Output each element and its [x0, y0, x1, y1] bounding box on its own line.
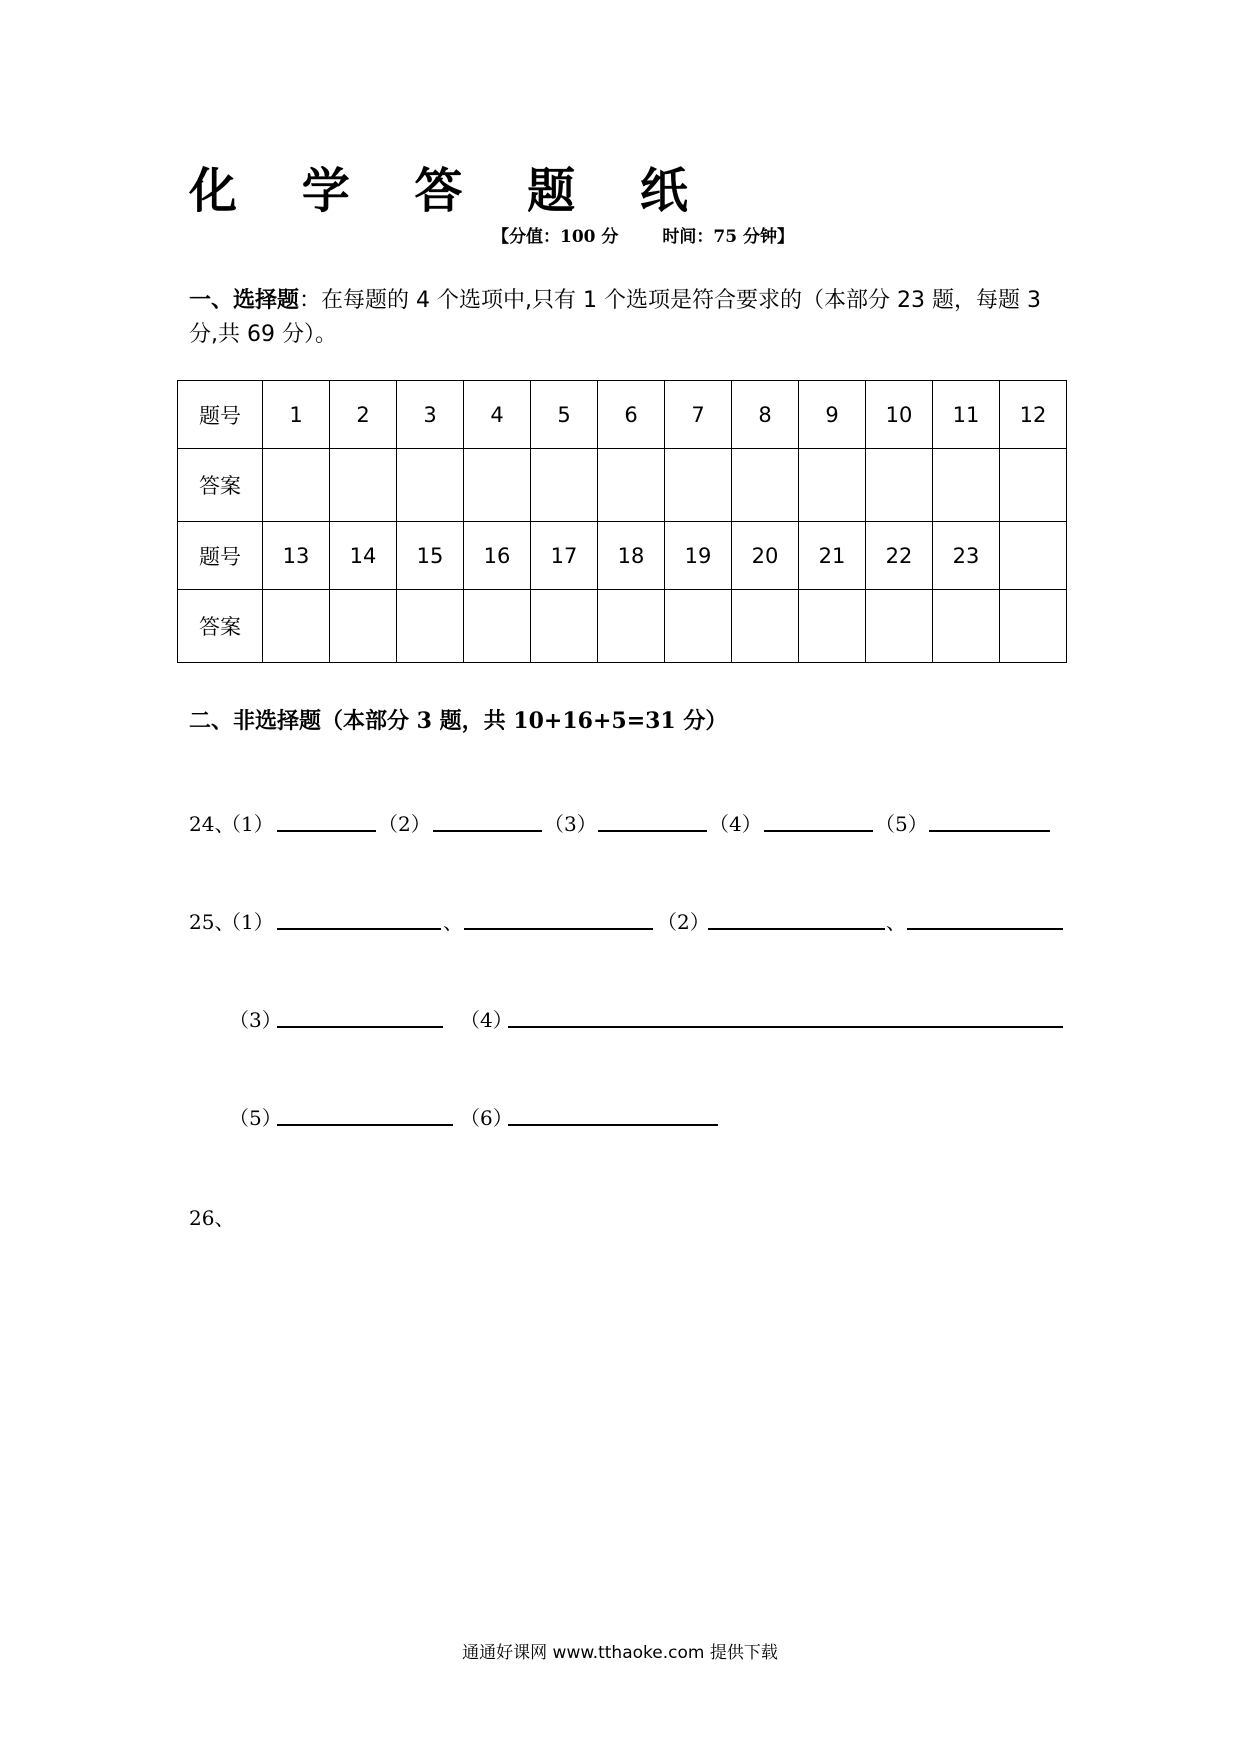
page-title: 化 学 答 题 纸	[189, 163, 712, 219]
row-label-number: 题号	[178, 381, 263, 449]
q26-number: 26、	[189, 1206, 235, 1230]
table-row	[178, 590, 1067, 663]
answer-cell[interactable]	[665, 590, 732, 663]
answer-cell[interactable]	[464, 590, 531, 663]
score-info: 【分值：100 分	[492, 227, 619, 247]
q24-number: 24、	[189, 812, 235, 836]
answer-cell[interactable]	[799, 449, 866, 522]
q25-answer-blank[interactable]	[277, 1026, 443, 1028]
answer-cell[interactable]	[263, 449, 330, 522]
score-time-info	[492, 222, 794, 247]
question-number-cell: 8	[732, 381, 799, 449]
question-number-cell: 13	[263, 522, 330, 590]
question-number-cell: 10	[866, 381, 933, 449]
question-number-cell: 23	[933, 522, 1000, 590]
question-number-cell: 14	[330, 522, 397, 590]
question-number-cell: 1	[263, 381, 330, 449]
q24-part-label: （4）	[709, 812, 762, 836]
answer-cell[interactable]	[866, 449, 933, 522]
question-number-cell: 18	[598, 522, 665, 590]
q25-part-label: （5）	[229, 1106, 282, 1130]
section1-instructions	[189, 283, 1069, 352]
row-label-number: 题号	[178, 522, 263, 590]
q24-part-label: （5）	[875, 812, 928, 836]
answer-cell[interactable]	[799, 590, 866, 663]
question-number-cell: 16	[464, 522, 531, 590]
answer-cell[interactable]	[397, 590, 464, 663]
q25-answer-blank[interactable]	[277, 928, 441, 930]
q25-answer-blank[interactable]	[508, 1124, 718, 1126]
footer-text: 通通好课网 www.tthaoke.com 提供下载	[462, 1643, 778, 1663]
question-number-cell: 6	[598, 381, 665, 449]
q24-part-label: （2）	[378, 812, 431, 836]
answer-cell[interactable]	[598, 590, 665, 663]
section1-text: ：在每题的 4 个选项中,只有 1 个选项是符合要求的（本部分 23 题，每题 3 分,共 69 分）。	[189, 288, 1041, 347]
q25-answer-blank[interactable]	[508, 1026, 1063, 1028]
question-number-cell: 4	[464, 381, 531, 449]
q25-part-label: （6）	[460, 1106, 513, 1130]
question-number-cell: 20	[732, 522, 799, 590]
answer-cell[interactable]	[531, 449, 598, 522]
answer-cell[interactable]	[732, 590, 799, 663]
answer-cell[interactable]	[1000, 590, 1067, 663]
row-label-answer: 答案	[178, 590, 263, 663]
answer-cell[interactable]	[933, 590, 1000, 663]
q25-part-label: （3）	[229, 1008, 282, 1032]
q25-part-label: （2）	[657, 910, 710, 934]
answer-cell[interactable]	[1000, 449, 1067, 522]
answer-cell[interactable]	[598, 449, 665, 522]
answer-cell[interactable]	[531, 590, 598, 663]
question-number-cell: 15	[397, 522, 464, 590]
q25-answer-blank[interactable]	[277, 1124, 453, 1126]
table-row	[178, 449, 1067, 522]
answer-cell[interactable]	[665, 449, 732, 522]
q25-separator: 、	[886, 910, 906, 934]
q24-answer-blank[interactable]	[929, 830, 1050, 832]
question-number-cell: 5	[531, 381, 598, 449]
q25-separator: 、	[443, 910, 463, 934]
section2-heading: 二、非选择题（本部分 3 题，共 10+16+5=31 分）	[189, 708, 728, 734]
q24-answer-blank[interactable]	[598, 830, 707, 832]
q25-answer-blank[interactable]	[464, 928, 653, 930]
answer-cell[interactable]	[464, 449, 531, 522]
q25-part-label: （1）	[221, 910, 274, 934]
answer-cell[interactable]	[330, 590, 397, 663]
q24-part-label: （3）	[544, 812, 597, 836]
question-number-cell: 9	[799, 381, 866, 449]
question-number-cell: 3	[397, 381, 464, 449]
q25-answer-blank[interactable]	[708, 928, 885, 930]
question-number-cell: 19	[665, 522, 732, 590]
question-number-cell: 17	[531, 522, 598, 590]
answer-cell[interactable]	[330, 449, 397, 522]
question-number-cell: 7	[665, 381, 732, 449]
q24-answer-blank[interactable]	[433, 830, 542, 832]
table-row	[178, 381, 1067, 449]
table-row	[178, 522, 1067, 590]
question-number-cell: 11	[933, 381, 1000, 449]
q25-number: 25、	[189, 910, 235, 934]
q25-part-label: （4）	[460, 1008, 513, 1032]
row-label-answer: 答案	[178, 449, 263, 522]
answer-cell[interactable]	[933, 449, 1000, 522]
question-number-cell: 22	[866, 522, 933, 590]
answer-cell[interactable]	[866, 590, 933, 663]
answer-cell[interactable]	[397, 449, 464, 522]
question-number-cell: 12	[1000, 381, 1067, 449]
question-number-cell: 21	[799, 522, 866, 590]
time-info: 时间：75 分钟】	[662, 227, 794, 247]
q24-answer-blank[interactable]	[277, 830, 376, 832]
answer-cell[interactable]	[732, 449, 799, 522]
q24-answer-blank[interactable]	[764, 830, 873, 832]
question-number-cell	[1000, 522, 1067, 590]
q25-answer-blank[interactable]	[907, 928, 1063, 930]
answer-cell[interactable]	[263, 590, 330, 663]
section1-label: 一、选择题	[189, 287, 300, 313]
q24-part-label: （1）	[221, 812, 274, 836]
question-number-cell: 2	[330, 381, 397, 449]
answer-table	[177, 380, 1067, 663]
